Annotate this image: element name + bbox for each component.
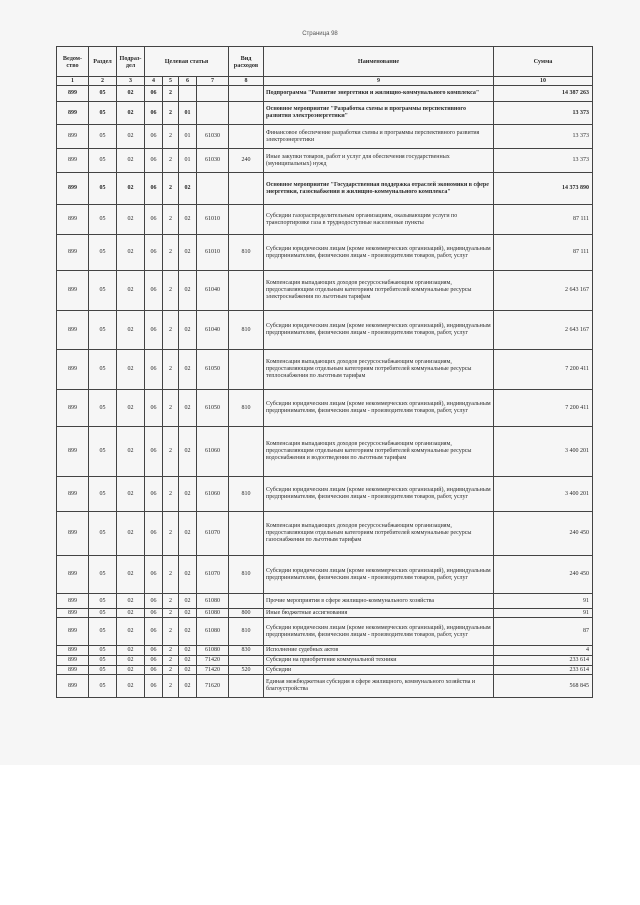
cell-meropriyatie: 02 <box>179 235 197 271</box>
page-number: Страница 98 <box>302 31 338 37</box>
cell-podrazdel: 02 <box>117 594 145 609</box>
cell-meropriyatie: 02 <box>179 427 197 477</box>
cell-podprogramma: 2 <box>163 350 179 390</box>
cell-vid-rashodov: 800 <box>229 609 264 618</box>
cell-programma: 06 <box>145 609 163 618</box>
cell-programma: 06 <box>145 594 163 609</box>
cell-naimenovanie: Компенсация выпадающих доходов ресурсоснабжающим организациям, предоставляющим отдельным категориям потребителей коммунальные ресурсы водоснабжения и водоотведения по льготным тарифам <box>264 427 494 477</box>
cell-podrazdel: 02 <box>117 556 145 594</box>
cell-podrazdel: 02 <box>117 205 145 235</box>
cell-razdel: 05 <box>89 556 117 594</box>
cell-razdel: 05 <box>89 512 117 556</box>
cell-vid-rashodov <box>229 594 264 609</box>
header-podrazdel: Подраз-дел <box>117 47 145 77</box>
cell-naimenovanie: Субсидии юридическим лицам (кроме некоммерческих организаций), индивидуальным предпринимателям, физическим лицам - производителям товаров, работ, услуг <box>264 556 494 594</box>
cell-podrazdel: 02 <box>117 350 145 390</box>
cell-podprogramma: 2 <box>163 512 179 556</box>
cell-razdel: 05 <box>89 646 117 656</box>
cell-meropriyatie: 02 <box>179 618 197 646</box>
cell-razdel: 05 <box>89 609 117 618</box>
cell-vid-rashodov <box>229 512 264 556</box>
cell-napravlenie <box>197 86 229 102</box>
column-number: 5 <box>163 77 179 86</box>
cell-napravlenie: 61080 <box>197 618 229 646</box>
cell-vid-rashodov <box>229 102 264 125</box>
cell-summa: 14 373 890 <box>494 173 593 205</box>
cell-summa: 2 643 167 <box>494 311 593 350</box>
table-row <box>57 477 593 512</box>
cell-meropriyatie: 02 <box>179 609 197 618</box>
table-row <box>57 666 593 675</box>
cell-vid-rashodov <box>229 656 264 666</box>
cell-vedomstvo: 899 <box>57 656 89 666</box>
cell-vid-rashodov <box>229 427 264 477</box>
cell-naimenovanie: Финансовое обеспечение разработки схемы и программы перспективного развития электроэнергетики <box>264 125 494 149</box>
cell-naimenovanie: Субсидии на приобретение коммунальной техники <box>264 656 494 666</box>
cell-napravlenie: 61080 <box>197 609 229 618</box>
cell-podprogramma: 2 <box>163 675 179 698</box>
column-number: 6 <box>179 77 197 86</box>
cell-programma: 06 <box>145 477 163 512</box>
cell-vid-rashodov <box>229 125 264 149</box>
cell-naimenovanie: Иные закупки товаров, работ и услуг для обеспечения государственных (муниципальных) нужд <box>264 149 494 173</box>
cell-podprogramma: 2 <box>163 311 179 350</box>
cell-programma: 06 <box>145 350 163 390</box>
cell-programma: 06 <box>145 271 163 311</box>
cell-vid-rashodov: 810 <box>229 235 264 271</box>
cell-vedomstvo: 899 <box>57 666 89 675</box>
table-row <box>57 86 593 102</box>
cell-razdel: 05 <box>89 125 117 149</box>
cell-naimenovanie: Субсидии юридическим лицам (кроме некоммерческих организаций), индивидуальным предпринимателям, физическим лицам - производителям товаров, работ, услуг <box>264 235 494 271</box>
cell-podrazdel: 02 <box>117 86 145 102</box>
cell-vid-rashodov <box>229 271 264 311</box>
cell-napravlenie: 61010 <box>197 205 229 235</box>
cell-summa: 233 614 <box>494 656 593 666</box>
header-razdel: Раздел <box>89 47 117 77</box>
table-row <box>57 556 593 594</box>
cell-razdel: 05 <box>89 311 117 350</box>
table-row <box>57 102 593 125</box>
cell-meropriyatie: 02 <box>179 390 197 427</box>
header-vedomstvo: Ведом-ство <box>57 47 89 77</box>
cell-naimenovanie: Компенсация выпадающих доходов ресурсоснабжающим организациям, предоставляющим отдельным категориям потребителей коммунальные ресурсы газоснабжения по льготным тарифам <box>264 512 494 556</box>
cell-summa: 3 400 201 <box>494 477 593 512</box>
column-number: 7 <box>197 77 229 86</box>
cell-napravlenie: 61060 <box>197 427 229 477</box>
cell-podprogramma: 2 <box>163 656 179 666</box>
cell-podprogramma: 2 <box>163 271 179 311</box>
column-number-row <box>57 77 593 86</box>
cell-razdel: 05 <box>89 427 117 477</box>
cell-podprogramma: 2 <box>163 390 179 427</box>
column-number: 8 <box>229 77 264 86</box>
cell-meropriyatie: 02 <box>179 311 197 350</box>
cell-razdel: 05 <box>89 477 117 512</box>
cell-podrazdel: 02 <box>117 666 145 675</box>
cell-vid-rashodov <box>229 350 264 390</box>
cell-meropriyatie: 02 <box>179 205 197 235</box>
cell-programma: 06 <box>145 646 163 656</box>
cell-vedomstvo: 899 <box>57 477 89 512</box>
cell-napravlenie: 61050 <box>197 350 229 390</box>
cell-podprogramma: 2 <box>163 609 179 618</box>
cell-vid-rashodov <box>229 173 264 205</box>
cell-meropriyatie: 01 <box>179 125 197 149</box>
cell-summa: 240 450 <box>494 512 593 556</box>
cell-naimenovanie: Субсидии юридическим лицам (кроме некоммерческих организаций), индивидуальным предпринимателям, физическим лицам - производителям товаров, работ, услуг <box>264 390 494 427</box>
cell-vid-rashodov: 520 <box>229 666 264 675</box>
cell-vedomstvo: 899 <box>57 556 89 594</box>
cell-meropriyatie <box>179 86 197 102</box>
cell-vedomstvo: 899 <box>57 618 89 646</box>
cell-vid-rashodov <box>229 86 264 102</box>
cell-podprogramma: 2 <box>163 235 179 271</box>
cell-podprogramma: 2 <box>163 205 179 235</box>
cell-vedomstvo: 899 <box>57 609 89 618</box>
cell-programma: 06 <box>145 311 163 350</box>
cell-vedomstvo: 899 <box>57 173 89 205</box>
table-row <box>57 311 593 350</box>
table-row <box>57 125 593 149</box>
cell-vedomstvo: 899 <box>57 86 89 102</box>
cell-vid-rashodov: 810 <box>229 556 264 594</box>
cell-podrazdel: 02 <box>117 477 145 512</box>
cell-razdel: 05 <box>89 149 117 173</box>
cell-naimenovanie: Подпрограмма "Развитие энергетики и жилищно-коммунального комплекса" <box>264 86 494 102</box>
cell-razdel: 05 <box>89 666 117 675</box>
cell-podrazdel: 02 <box>117 173 145 205</box>
cell-naimenovanie: Основное мероприятие "Разработка схемы и программы перспективного развития электроэнергетики" <box>264 102 494 125</box>
cell-podrazdel: 02 <box>117 102 145 125</box>
table-row <box>57 173 593 205</box>
cell-summa: 91 <box>494 609 593 618</box>
cell-vedomstvo: 899 <box>57 646 89 656</box>
cell-vedomstvo: 899 <box>57 102 89 125</box>
cell-vid-rashodov <box>229 675 264 698</box>
cell-vedomstvo: 899 <box>57 390 89 427</box>
header-row <box>57 47 593 77</box>
cell-napravlenie: 71420 <box>197 666 229 675</box>
table-row <box>57 205 593 235</box>
cell-meropriyatie: 02 <box>179 350 197 390</box>
cell-summa: 2 643 167 <box>494 271 593 311</box>
cell-programma: 06 <box>145 618 163 646</box>
cell-meropriyatie: 02 <box>179 477 197 512</box>
cell-naimenovanie: Единая межбюджетная субсидия в сфере жилищного, коммунального хозяйства и благоустройства <box>264 675 494 698</box>
table-body <box>57 86 593 698</box>
header-summa: Сумма <box>494 47 593 77</box>
cell-razdel: 05 <box>89 86 117 102</box>
cell-vid-rashodov <box>229 205 264 235</box>
cell-podprogramma: 2 <box>163 556 179 594</box>
cell-napravlenie: 61070 <box>197 512 229 556</box>
cell-programma: 06 <box>145 512 163 556</box>
cell-meropriyatie: 01 <box>179 149 197 173</box>
cell-vedomstvo: 899 <box>57 350 89 390</box>
cell-programma: 06 <box>145 556 163 594</box>
cell-podprogramma: 2 <box>163 86 179 102</box>
cell-vedomstvo: 899 <box>57 675 89 698</box>
cell-vid-rashodov: 810 <box>229 390 264 427</box>
cell-summa: 91 <box>494 594 593 609</box>
cell-summa: 13 373 <box>494 149 593 173</box>
cell-napravlenie: 61080 <box>197 594 229 609</box>
table-row <box>57 618 593 646</box>
cell-summa: 87 111 <box>494 235 593 271</box>
cell-meropriyatie: 02 <box>179 646 197 656</box>
table-row <box>57 149 593 173</box>
cell-naimenovanie: Иные бюджетные ассигнования <box>264 609 494 618</box>
cell-podrazdel: 02 <box>117 656 145 666</box>
column-number: 10 <box>494 77 593 86</box>
table-row <box>57 512 593 556</box>
cell-podrazdel: 02 <box>117 646 145 656</box>
cell-summa: 87 <box>494 618 593 646</box>
cell-naimenovanie: Исполнение судебных актов <box>264 646 494 656</box>
cell-podrazdel: 02 <box>117 427 145 477</box>
cell-vedomstvo: 899 <box>57 594 89 609</box>
cell-podprogramma: 2 <box>163 102 179 125</box>
cell-podrazdel: 02 <box>117 271 145 311</box>
cell-programma: 06 <box>145 149 163 173</box>
cell-summa: 4 <box>494 646 593 656</box>
cell-podrazdel: 02 <box>117 390 145 427</box>
cell-podprogramma: 2 <box>163 149 179 173</box>
cell-summa: 568 845 <box>494 675 593 698</box>
cell-podprogramma: 2 <box>163 427 179 477</box>
cell-vedomstvo: 899 <box>57 311 89 350</box>
cell-napravlenie: 61030 <box>197 149 229 173</box>
cell-podrazdel: 02 <box>117 609 145 618</box>
cell-vedomstvo: 899 <box>57 149 89 173</box>
column-number: 3 <box>117 77 145 86</box>
cell-naimenovanie: Прочие мероприятия в сфере жилищно-коммунального хозяйства <box>264 594 494 609</box>
table-row <box>57 271 593 311</box>
cell-summa: 87 111 <box>494 205 593 235</box>
column-number: 9 <box>264 77 494 86</box>
cell-razdel: 05 <box>89 350 117 390</box>
table-row <box>57 609 593 618</box>
cell-razdel: 05 <box>89 656 117 666</box>
cell-razdel: 05 <box>89 205 117 235</box>
table-row <box>57 675 593 698</box>
cell-meropriyatie: 02 <box>179 656 197 666</box>
cell-napravlenie: 71420 <box>197 656 229 666</box>
column-number: 4 <box>145 77 163 86</box>
cell-programma: 06 <box>145 656 163 666</box>
cell-vid-rashodov: 830 <box>229 646 264 656</box>
table-row <box>57 594 593 609</box>
table-row <box>57 427 593 477</box>
cell-summa: 3 400 201 <box>494 427 593 477</box>
cell-programma: 06 <box>145 205 163 235</box>
table-row <box>57 646 593 656</box>
cell-napravlenie: 61080 <box>197 646 229 656</box>
cell-podrazdel: 02 <box>117 149 145 173</box>
header-naimenovanie: Наименование <box>264 47 494 77</box>
cell-podprogramma: 2 <box>163 173 179 205</box>
cell-razdel: 05 <box>89 235 117 271</box>
cell-meropriyatie: 01 <box>179 102 197 125</box>
cell-razdel: 05 <box>89 594 117 609</box>
cell-napravlenie: 61030 <box>197 125 229 149</box>
cell-vedomstvo: 899 <box>57 125 89 149</box>
cell-podrazdel: 02 <box>117 311 145 350</box>
cell-napravlenie: 61010 <box>197 235 229 271</box>
cell-summa: 14 387 263 <box>494 86 593 102</box>
cell-vedomstvo: 899 <box>57 205 89 235</box>
cell-razdel: 05 <box>89 618 117 646</box>
cell-naimenovanie: Основное мероприятие "Государственная поддержка отраслей экономики в сфере энергетики, газоснабжения и жилищно-коммунального комплекса" <box>264 173 494 205</box>
cell-meropriyatie: 02 <box>179 173 197 205</box>
cell-summa: 13 373 <box>494 125 593 149</box>
cell-podrazdel: 02 <box>117 235 145 271</box>
cell-programma: 06 <box>145 235 163 271</box>
cell-razdel: 05 <box>89 271 117 311</box>
table-row <box>57 350 593 390</box>
cell-vid-rashodov: 810 <box>229 477 264 512</box>
cell-naimenovanie: Субсидии юридическим лицам (кроме некоммерческих организаций), индивидуальным предпринимателям, физическим лицам - производителям товаров, работ, услуг <box>264 618 494 646</box>
cell-programma: 06 <box>145 125 163 149</box>
cell-podprogramma: 2 <box>163 646 179 656</box>
cell-programma: 06 <box>145 173 163 205</box>
cell-summa: 13 373 <box>494 102 593 125</box>
header-celevaya-statya: Целевая статья <box>145 47 229 77</box>
cell-meropriyatie: 02 <box>179 512 197 556</box>
cell-naimenovanie: Субсидии <box>264 666 494 675</box>
cell-razdel: 05 <box>89 390 117 427</box>
cell-vedomstvo: 899 <box>57 512 89 556</box>
cell-naimenovanie: Компенсация выпадающих доходов ресурсоснабжающим организациям, предоставляющим отдельным категориям потребителей коммунальные ресурсы электроснабжения по льготным тарифам <box>264 271 494 311</box>
cell-podrazdel: 02 <box>117 125 145 149</box>
cell-napravlenie: 61060 <box>197 477 229 512</box>
cell-podrazdel: 02 <box>117 618 145 646</box>
header-vid-rashodov: Вид расходов <box>229 47 264 77</box>
column-number: 1 <box>57 77 89 86</box>
cell-razdel: 05 <box>89 675 117 698</box>
cell-programma: 06 <box>145 102 163 125</box>
cell-vid-rashodov: 810 <box>229 618 264 646</box>
cell-napravlenie: 61070 <box>197 556 229 594</box>
cell-napravlenie <box>197 173 229 205</box>
table-row <box>57 390 593 427</box>
table-row <box>57 656 593 666</box>
cell-podprogramma: 2 <box>163 125 179 149</box>
cell-podrazdel: 02 <box>117 675 145 698</box>
cell-podprogramma: 2 <box>163 594 179 609</box>
cell-napravlenie: 61050 <box>197 390 229 427</box>
cell-summa: 240 450 <box>494 556 593 594</box>
cell-meropriyatie: 02 <box>179 666 197 675</box>
cell-napravlenie: 71620 <box>197 675 229 698</box>
cell-programma: 06 <box>145 666 163 675</box>
cell-meropriyatie: 02 <box>179 556 197 594</box>
cell-programma: 06 <box>145 86 163 102</box>
cell-naimenovanie: Субсидии юридическим лицам (кроме некоммерческих организаций), индивидуальным предпринимателям, физическим лицам - производителям товаров, работ, услуг <box>264 477 494 512</box>
cell-vedomstvo: 899 <box>57 235 89 271</box>
cell-podprogramma: 2 <box>163 618 179 646</box>
cell-summa: 7 200 411 <box>494 350 593 390</box>
cell-podprogramma: 2 <box>163 666 179 675</box>
cell-podrazdel: 02 <box>117 512 145 556</box>
cell-programma: 06 <box>145 675 163 698</box>
budget-table <box>56 46 593 698</box>
cell-vedomstvo: 899 <box>57 427 89 477</box>
cell-napravlenie: 61040 <box>197 271 229 311</box>
cell-naimenovanie: Субсидии юридическим лицам (кроме некоммерческих организаций), индивидуальным предпринимателям, физическим лицам - производителям товаров, работ, услуг <box>264 311 494 350</box>
cell-naimenovanie: Субсидии газораспределительным организациям, оказывающим услуги по транспортировке газа в труднодоступные населенные пункты <box>264 205 494 235</box>
cell-napravlenie: 61040 <box>197 311 229 350</box>
cell-meropriyatie: 02 <box>179 675 197 698</box>
cell-razdel: 05 <box>89 173 117 205</box>
cell-razdel: 05 <box>89 102 117 125</box>
cell-meropriyatie: 02 <box>179 594 197 609</box>
cell-summa: 7 200 411 <box>494 390 593 427</box>
column-number: 2 <box>89 77 117 86</box>
cell-napravlenie <box>197 102 229 125</box>
cell-vid-rashodov: 240 <box>229 149 264 173</box>
cell-programma: 06 <box>145 427 163 477</box>
cell-meropriyatie: 02 <box>179 271 197 311</box>
cell-naimenovanie: Компенсация выпадающих доходов ресурсоснабжающим организациям, предоставляющим отдельным категориям потребителей коммунальные ресурсы теплоснабжения по льготным тарифам <box>264 350 494 390</box>
cell-vedomstvo: 899 <box>57 271 89 311</box>
cell-programma: 06 <box>145 390 163 427</box>
cell-vid-rashodov: 810 <box>229 311 264 350</box>
cell-podprogramma: 2 <box>163 477 179 512</box>
table-row <box>57 235 593 271</box>
cell-summa: 233 614 <box>494 666 593 675</box>
